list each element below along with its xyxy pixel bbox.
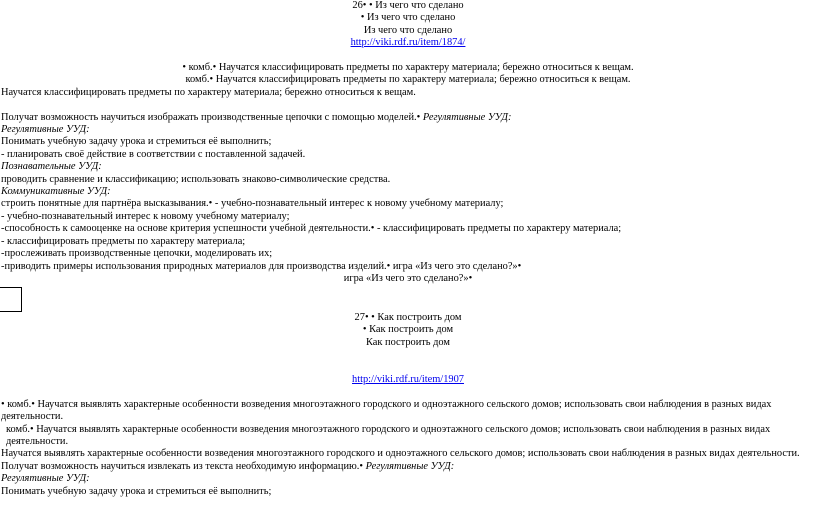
table-cell-border: [0, 287, 22, 312]
personal-item-2: -способность к самооценке на основе критерия успешности учебной деятельности.• - классифицировать предметы по характеру материала;: [1, 223, 622, 235]
goal-line-1: • комб.• Научатся выявлять характерные особенности возведения многоэтажного городского и одноэтажного сельского домов; использовать свои наблюдения в разных видах деятельности.: [1, 398, 772, 423]
opportunity-regulative-label: Регулятивные УУД:: [422, 111, 512, 123]
subject-item-1: - классифицировать предметы по характеру материала;: [1, 235, 246, 247]
goal-line-1: • комб.• Научатся классифицировать предметы по характеру материала; бережно относиться к вещам.: [182, 62, 634, 74]
lesson-link-wrap: [0, 374, 816, 386]
opportunity-text: Получат возможность научиться изображать производственные цепочки с помощью моделей.•: [1, 111, 423, 123]
goal-line-3: Научатся выявлять характерные особенности возведения многоэтажного городского и одноэтажного сельского домов; использовать свои наблюдения в разных видах деятельности.: [1, 448, 800, 460]
goal-line-2: комб.• Научатся классифицировать предметы по характеру материала; бережно относиться к вещам.: [185, 74, 631, 86]
lesson-link[interactable]: http://viki.rdf.ru/item/1874/: [350, 37, 466, 49]
lesson-title-line-2: • Из чего что сделано: [360, 12, 456, 24]
cognitive-item-1: проводить сравнение и классификацию; использовать знаково-символические средства.: [1, 173, 391, 185]
goal-line-3: Научатся классифицировать предметы по характеру материала; бережно относиться к вещам.: [1, 86, 416, 98]
opportunity-text: Получат возможность научиться извлекать из текста необходимую информацию.•: [1, 460, 366, 472]
regulative-heading: Регулятивные УУД:: [1, 124, 90, 136]
opportunity-line: [0, 461, 816, 473]
lesson-link[interactable]: http://viki.rdf.ru/item/1907: [352, 374, 464, 385]
lesson-title-line-2: • Как построить дом: [362, 324, 454, 336]
lesson-link-wrap: [0, 37, 816, 49]
regulative-item-2: - планировать своё действие в соответствии с поставленной задачей.: [1, 148, 306, 160]
lesson-title-line-3: Из чего что сделано: [363, 24, 453, 36]
communicative-heading: Коммуникативные УУД:: [1, 186, 111, 198]
cognitive-heading: Познавательные УУД:: [1, 161, 102, 173]
opportunity-line: [0, 112, 816, 124]
regulative-item-1: Понимать учебную задачу урока и стремиться её выполнить;: [1, 485, 272, 497]
lesson-title-line-3: Как построить дом: [365, 336, 451, 348]
lesson-title-line-1: 27• • Как построить дом: [354, 312, 462, 323]
goal-line-2: комб.• Научатся выявлять характерные особенности возведения многоэтажного городского и одноэтажного сельского домов; использовать свои наблюдения в разных видах деятельности.: [6, 423, 771, 448]
opportunity-regulative-label: Регулятивные УУД:: [365, 460, 455, 472]
lesson-27-section: [0, 312, 816, 498]
lesson-title-line-1: 26• • Из чего что сделано: [352, 0, 464, 11]
personal-item-1: - учебно-познавательный интерес к новому учебному материалу;: [1, 210, 290, 222]
game-line: игра «Из чего это сделано?»•: [343, 272, 473, 284]
subject-item-2: -прослеживать производственные цепочки, моделировать их;: [1, 248, 273, 260]
communicative-item-1: строить понятные для партнёра высказывания.• - учебно-познавательный интерес к новому учебному материалу;: [1, 198, 504, 210]
subject-item-3: -приводить примеры использования природных материалов для производства изделий.• игра «Из чего это сделано?»•: [1, 260, 522, 272]
regulative-heading: Регулятивные УУД:: [1, 473, 90, 485]
regulative-item-1: Понимать учебную задачу урока и стремиться её выполнить;: [1, 136, 272, 148]
